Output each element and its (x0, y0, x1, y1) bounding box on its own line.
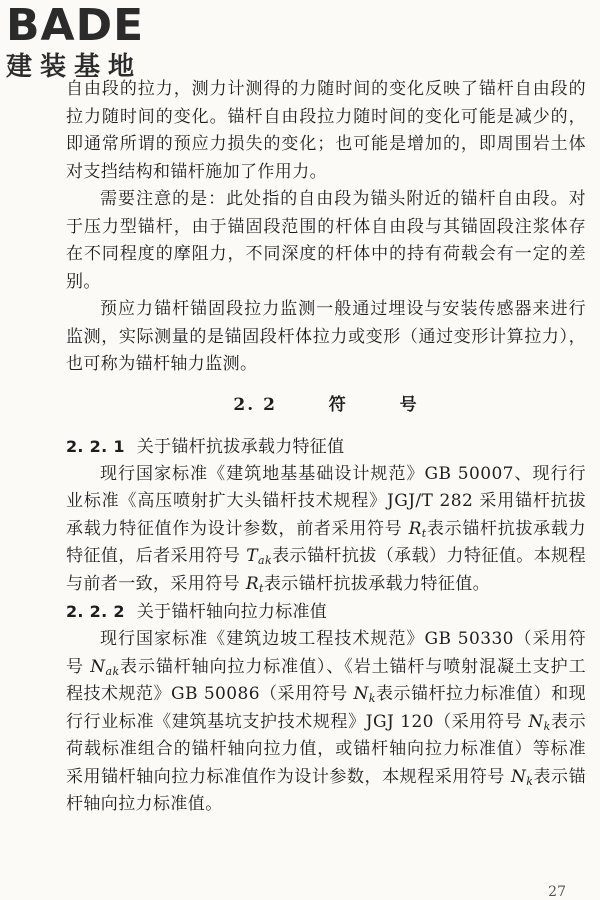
symbol-subscript: k (543, 719, 551, 733)
clause-heading-2-2-2 (66, 598, 586, 626)
symbol-subscript: k (526, 774, 534, 788)
paragraph-free-section-tension: 自由段的拉力，测力计测得的力随时间的变化反映了锚杆自由段的拉力随时间的变化。锚杆自由段拉力随时间的变化可能是减少的，即通常所谓的预应力损失的变化；也可能是增加的，即周围岩土体对支挡结构和锚杆施加了作用力。 (66, 79, 586, 182)
paragraph-note-free-section: 需要注意的是：此处指的自由段为锚头附近的锚杆自由段。对于压力型锚杆，由于锚固段范围的杆体自由段与其锚固段注浆体存在不同程度的摩阻力，不同深度的杆体中的持有荷载会有一定的差别。 (66, 189, 586, 292)
text-run: 表示锚杆抗拔（承载）力特征值。本规程与前者一致，采用符号 (66, 546, 586, 594)
paragraph-anchorage-monitoring: 预应力锚杆锚固段拉力监测一般通过埋设与安装传感器来进行监测，实际测量的是锚固段杆体拉力或变形（通过变形计算拉力），也可称为锚杆轴力监测。 (66, 299, 586, 374)
page-number: 27 (548, 884, 566, 900)
symbol-N: N (90, 656, 106, 677)
document-body (66, 76, 586, 819)
text-run: 表示锚杆抗拔承载力特征值，后者采用符号 (66, 518, 586, 566)
logo-subtitle: 建装基地 (6, 52, 143, 82)
clause-body-2-2-2 (66, 626, 586, 819)
clause-heading-2-2-1 (66, 433, 586, 461)
symbol-R: R (408, 518, 422, 539)
symbol-subscript: ak (258, 554, 273, 567)
symbol-R: R (245, 573, 260, 594)
symbol-T: T (246, 546, 259, 566)
section-title-b: 号 (399, 394, 419, 415)
text-run: 表示锚杆轴向拉力标准值。 (66, 766, 586, 814)
text-run: 现行国家标准《建筑地基基础设计规范》GB 50007、现行行业标准《高压喷射扩大头锚杆技术规程》JGJ/T 282 采用锚杆抗拔承载力特征值作为设计参数，前者采用符号 (66, 463, 586, 539)
clause-title: 关于锚杆抗拔承载力特征值 (136, 436, 345, 457)
section-title-a: 符 (328, 394, 348, 415)
symbol-N: N (510, 766, 527, 787)
symbol-N: N (528, 711, 544, 732)
clause-title: 关于锚杆轴向拉力标准值 (136, 602, 328, 622)
symbol-subscript: ak (105, 664, 120, 678)
symbol-subscript: k (368, 692, 376, 705)
text-run: 现行国家标准《建筑边坡工程技术规范》GB 50330（采用符号 (66, 629, 586, 677)
section-number: 2. 2 (233, 394, 277, 415)
text-run: 表示锚杆拉力标准值）和现行行业标准《建筑基坑支护技术规程》JGJ 120（采用符号 (66, 684, 586, 732)
symbol-N: N (353, 684, 369, 704)
text-run: 表示锚杆抗拔承载力特征值。 (263, 573, 491, 594)
text-run: 表示锚杆轴向拉力标准值）、《岩土锚杆与喷射混凝土支护工程技术规范》GB 50086（采用符号 (66, 656, 586, 704)
clause-number: 2. 2. 2 (66, 602, 125, 621)
clause-number: 2. 2. 1 (66, 436, 125, 456)
clause-body-2-2-1 (66, 461, 586, 599)
section-heading-symbols (66, 391, 586, 419)
symbol-subscript: t (421, 526, 427, 540)
text-run: 表示荷载标准组合的锚杆轴向拉力值，或锚杆轴向拉力标准值）等标准采用锚杆轴向拉力标准值作为设计参数，本规程采用符号 (66, 711, 586, 787)
symbol-subscript: t (259, 581, 264, 595)
logo-wordmark: BADE (6, 0, 145, 51)
